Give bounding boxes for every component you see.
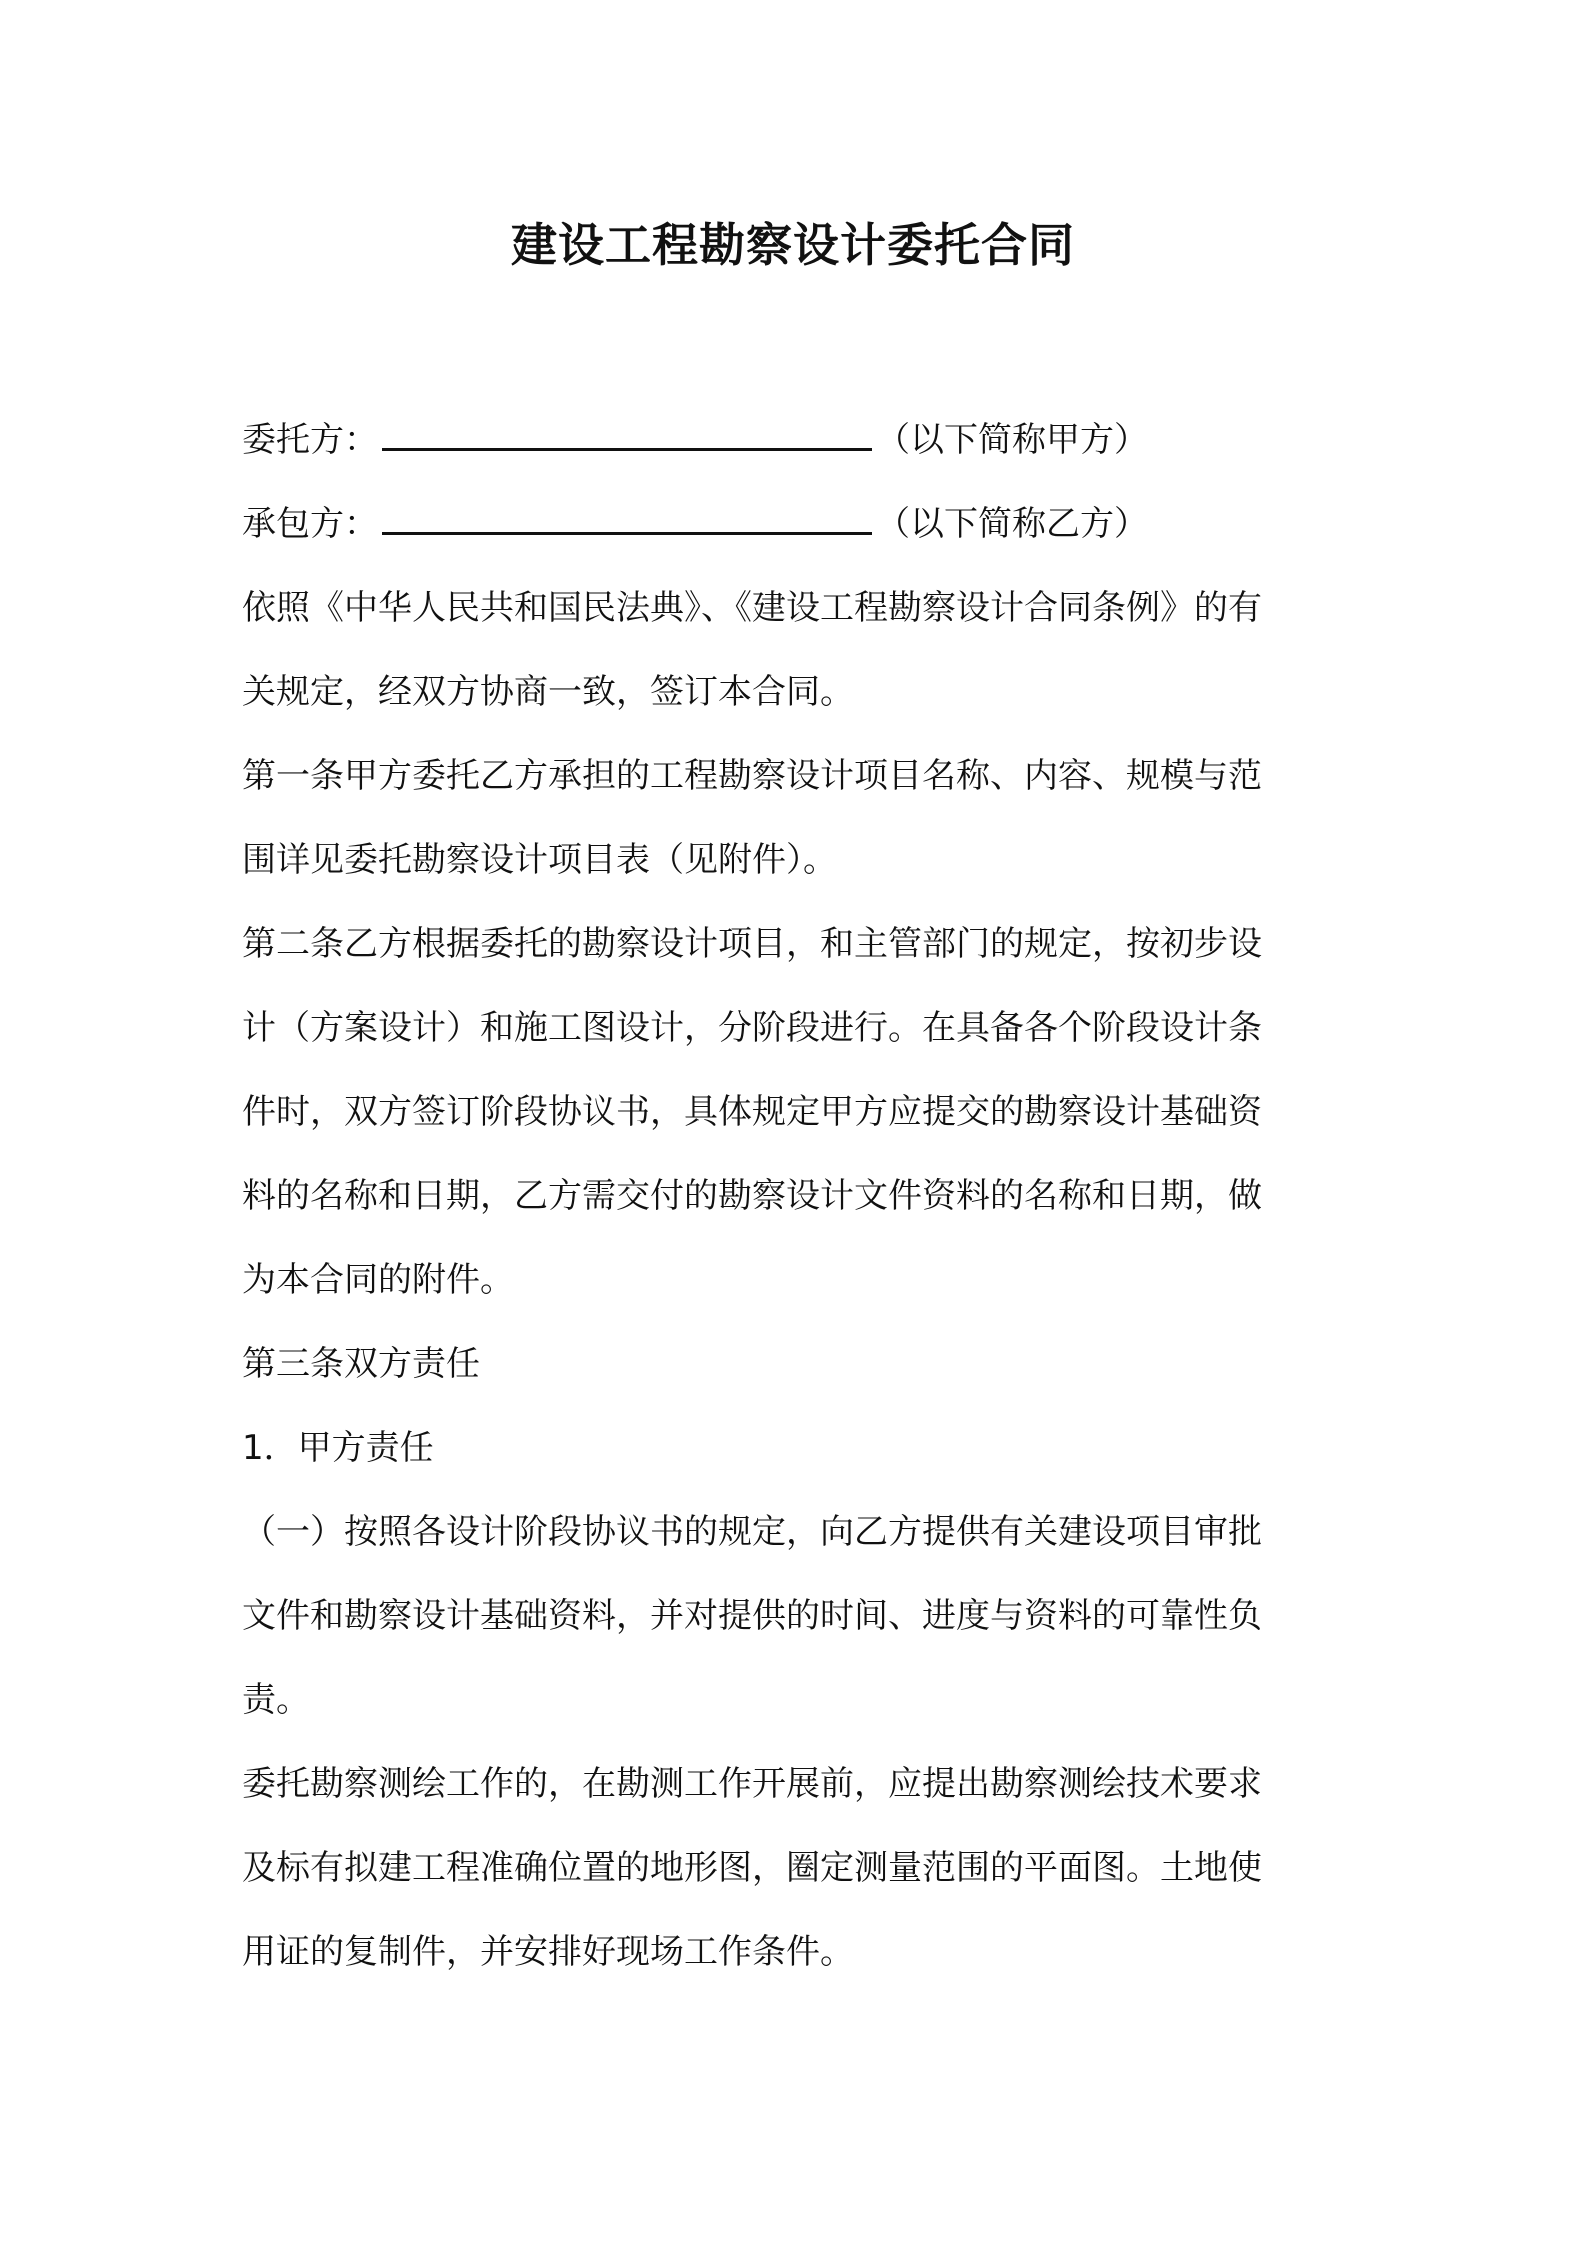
- body-line: 件时，双方签订阶段协议书，具体规定甲方应提交的勘察设计基础资: [242, 1092, 1262, 1132]
- body-line: 及标有拟建工程准确位置的地形图，圈定测量范围的平面图。土地使: [242, 1848, 1262, 1888]
- party-a-heading: 1．甲方责任: [242, 1428, 434, 1468]
- body-line: 依照《中华人民共和国民法典》、《建设工程勘察设计合同条例》的有: [242, 588, 1262, 628]
- client-name-blank: [382, 414, 872, 451]
- body-line: 围详见委托勘察设计项目表（见附件）。: [242, 840, 837, 880]
- contractor-suffix: （以下简称乙方）: [876, 504, 1148, 544]
- body-line: 责。: [242, 1680, 310, 1720]
- article-1-line: 第一条甲方委托乙方承担的工程勘察设计项目名称、内容、规模与范: [242, 756, 1262, 796]
- contract-body: [242, 398, 1362, 1994]
- article-3-heading: 第三条双方责任: [242, 1344, 480, 1384]
- article-2-line: 第二条乙方根据委托的勘察设计项目，和主管部门的规定，按初步设: [242, 924, 1262, 964]
- body-line: 为本合同的附件。: [242, 1260, 514, 1300]
- client-label: 委托方：: [242, 420, 378, 460]
- body-line: 计（方案设计）和施工图设计，分阶段进行。在具备各个阶段设计条: [242, 1008, 1262, 1048]
- contractor-line: [242, 482, 1362, 566]
- body-line: 关规定，经双方协商一致，签订本合同。: [242, 672, 854, 712]
- client-suffix: （以下简称甲方）: [876, 420, 1148, 460]
- client-line: [242, 398, 1362, 482]
- body-line: 文件和勘察设计基础资料，并对提供的时间、进度与资料的可靠性负: [242, 1596, 1262, 1636]
- body-line: 用证的复制件，并安排好现场工作条件。: [242, 1932, 854, 1972]
- clause-1-line: （一）按照各设计阶段协议书的规定，向乙方提供有关建设项目审批: [242, 1512, 1262, 1552]
- contractor-name-blank: [382, 498, 872, 535]
- contractor-label: 承包方：: [242, 504, 378, 544]
- body-line: 料的名称和日期，乙方需交付的勘察设计文件资料的名称和日期，做: [242, 1176, 1262, 1216]
- survey-line: 委托勘察测绘工作的，在勘测工作开展前，应提出勘察测绘技术要求: [242, 1764, 1262, 1804]
- contract-title: 建设工程勘察设计委托合同: [511, 218, 1075, 272]
